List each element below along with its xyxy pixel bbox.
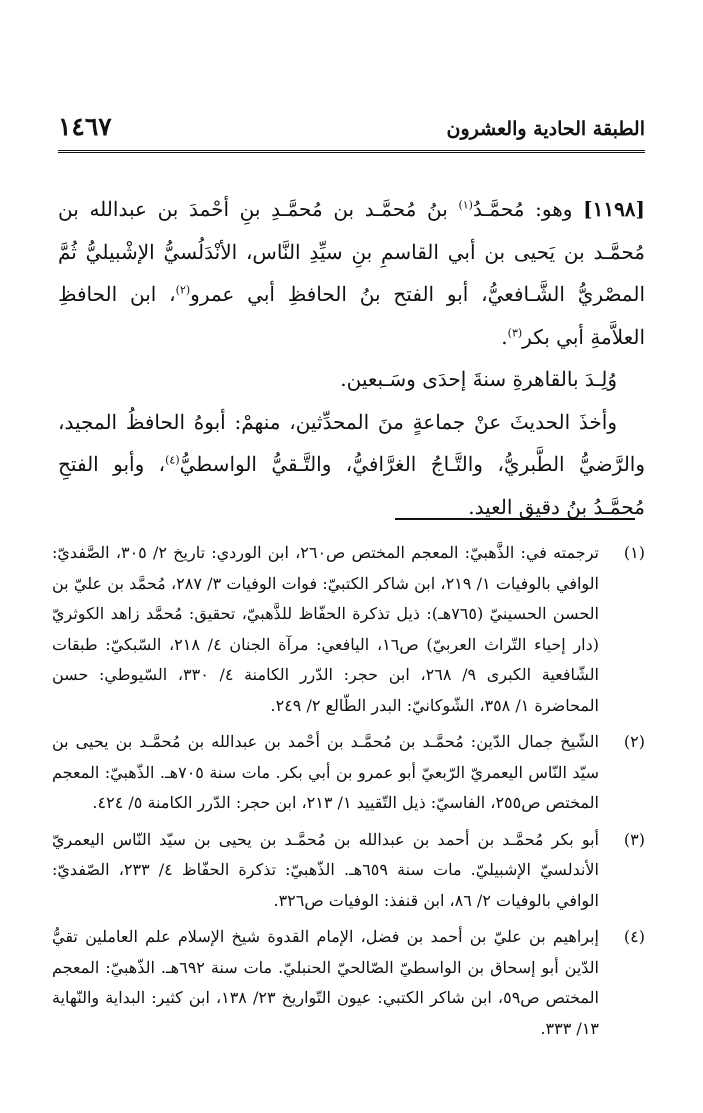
footnote	[52, 922, 645, 1044]
footnote-number: (١)	[623, 543, 645, 562]
entry-name-start: وهو: مُحمَّـدُ	[472, 197, 573, 221]
footnote-rule	[395, 518, 635, 520]
entry-lineage: بنُ مُحمَّـد بن مُحمَّـدِ بنِ أحْمدَ بن عبدالله بن مُحمَّـد بن يَحيى بن أبي القاسمِ بنِ سيِّدِ النَّاس، الأنْدَلُسيُّ الإشْبيليُّ ثُمَّ المصْريُّ الشَّـافعيُّ، أبو الفتح بنُ الحافظِ أبي عمرو	[58, 197, 646, 306]
note-marker: (٤)	[165, 453, 180, 467]
main-text	[58, 188, 645, 528]
footnote	[52, 727, 645, 819]
footnote-number: (٢)	[623, 732, 645, 751]
entry-period: .	[501, 324, 508, 349]
note-marker: (٣)	[507, 325, 523, 339]
footnote-text: إبراهيم بن عليّ بن أحمد بن فضل، الإمام القدوة شيخ الإسلام علم العاملين تقيُّ الدّين أبو إسحاق بن الواسطيّ الصّالحيّ الحنبليّ. مات سنة ٦٩٢هـ. الذّهبيّ: المعجم المختص ص٥٩، ابن شاكر الكتبي: عيون التّواريخ ٢٣/ ١٣٨، ابن كثير: البداية والنّهاية ١٣/ ٣٣٣.	[52, 927, 600, 1038]
header-rule	[58, 150, 645, 155]
footnote	[52, 538, 645, 721]
entry-paragraph	[58, 188, 645, 358]
footnote-number: (٣)	[623, 829, 645, 849]
page-number: ١٤٦٧	[58, 112, 112, 141]
note-marker: (٢)	[175, 283, 191, 297]
footnotes	[52, 538, 645, 1050]
birth-paragraph: وُلِـدَ بالقاهرةِ سنةَ إحدَى وسَـبعين.	[340, 367, 617, 391]
teachers-text-end: ، وأبو الفتحِ مُحمَّـدُ بنُ دقيق العيد.	[58, 452, 645, 519]
footnote-text: ترجمته في: الذَّهبيّ: المعجم المختص ص٢٦٠، ابن الوردي: تاريخ ٢/ ٣٠٥، الصَّفديّ: الوافي بالوفيات ١/ ٢١٩، ابن شاكر الكتبيّ: فوات الوفيات ٣/ ٢٨٧، مُحمَّد بن عليّ بن الحسن الحسينيّ (٧٦٥هـ): ذيل تذكرة الحفّاظ للذَّهبيّ، تحقيق: مُحمَّد زاهد الكوثريّ (دار إحياء التّراث العربيّ) ص١٦، اليافعي: مرآة الجنان ٤/ ٢١٨، السّبكيّ: طبقات الشّافعية الكبرى ٩/ ٢٦٨، ابن حجر: الدّرر الكامنة ٤/ ٣٣٠، السّيوطي: حسن المحاضرة ١/ ٣٥٨، الشّوكانيّ: البدر الطّالع ٢/ ٢٤٩.	[52, 543, 600, 715]
page-header	[58, 112, 645, 144]
note-marker: (١)	[458, 198, 473, 212]
footnote	[52, 825, 645, 917]
footnote-text: أبو بكر مُحمَّـد بن أحمد بن عبدالله بن مُحمَّـد بن يحيى بن سيّد النّاس اليعمريّ الأندلسيّ الإشبيليّ. مات سنة ٦٥٩هـ. الذّهبيّ: تذكرة الحفّاظ ٤/ ٢٣٣، الصّفديّ: الوافي بالوفيات ٢/ ٨٦، ابن قنفذ: الوفيات ص٣٢٦.	[52, 829, 599, 910]
footnote-text: الشّيخ جمال الدّين: مُحمَّـد بن مُحمَّـد بن أحْمد بن عبدالله بن مُحمَّـد بن يحيى بن سيّد النّاس اليعمريّ الرّبعيّ أبو عمرو بن أبي بكر. مات سنة ٧٠٥هـ. الذّهبيّ: المعجم المختص ص٢٥٥، الفاسيّ: ذيل التّقييد ١/ ٢١٣، ابن حجر: الدّرر الكامنة ٥/ ٤٢٤.	[52, 732, 600, 812]
teachers-text: وأخذَ الحديثَ عنْ جماعةٍ منَ المحدِّثين، منهمْ: أبوهُ الحافظُ المجيد، والرَّضيُّ الطَّبريُّ، والتَّـاجُ الغرَّافيُّ، والتَّـقيُّ الواسطيُّ	[58, 409, 645, 476]
entry-lineage-end: ، ابن الحافظِ العلاَّمةِ أبي بكر	[58, 282, 645, 349]
teachers-paragraph	[58, 401, 645, 529]
footnote-number: (٤)	[623, 927, 645, 946]
entry-number: [١١٩٨]	[583, 197, 646, 221]
running-head: الطبقة الحادية والعشرون	[446, 118, 645, 140]
